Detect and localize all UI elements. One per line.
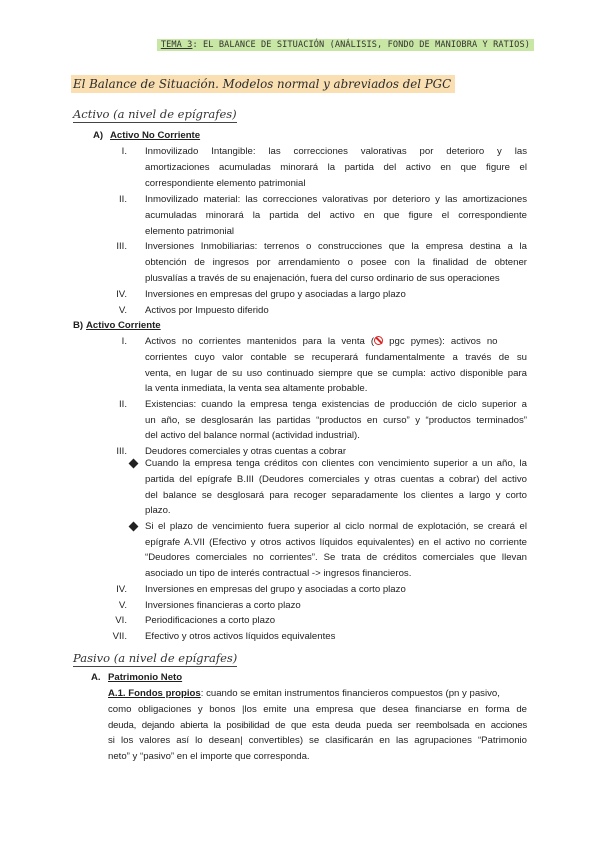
list-item: Deudores comerciales y otras cuentas a cobrar (145, 446, 347, 457)
list-item: Inversiones en empresas del grupo y asociadas a corto plazo (145, 584, 406, 595)
chapter-title: : EL BALANCE DE SITUACIÓN (ANÁLISIS, FONDO DE MANIOBRA Y RATIOS) (192, 40, 530, 50)
prohibited-icon (374, 336, 383, 345)
page-title: El Balance de Situación. Modelos normal y abreviados del PGC (71, 75, 455, 93)
activo-no-corriente-title: Activo No Corriente (110, 130, 201, 141)
item-number: I. (121, 336, 127, 347)
item-number: II. (119, 194, 127, 205)
pasivo-heading: Pasivo (a nivel de epígrafes) (73, 651, 238, 665)
item-number: VII. (112, 631, 127, 642)
item-number: V. (118, 305, 127, 316)
item-number: IV. (116, 584, 127, 595)
list-item: Inversiones en empresas del grupo y asociadas a largo plazo (145, 289, 406, 300)
item-number: I. (121, 146, 127, 157)
item-number: II. (119, 399, 127, 410)
activo-heading: Activo (a nivel de epígrafes) (73, 107, 237, 121)
item-number: V. (118, 600, 127, 611)
list-item: Activos por Impuesto diferido (145, 305, 269, 316)
item-number: III. (116, 446, 127, 457)
item-number: IV. (116, 289, 127, 300)
item-number: III. (116, 241, 127, 252)
pasivo-a-label: A. (91, 672, 101, 683)
activo-a-label: A) (93, 130, 104, 141)
diamond-bullet-icon (129, 522, 139, 532)
document-page: TEMA 3: EL BALANCE DE SITUACIÓN (ANÁLISIS, FONDO DE MANIOBRA Y RATIOS) El Balance de Situación. Modelos normal y abreviados del PGC Activo (a nivel de epígrafes) A) Activo No Corriente I. Inmovilizado Intangible: las correcciones valorativas por deterioro y las amortizaciones acumuladas minorará la partida del activo en que figure el correspondiente elemento patrimonial II. Inmovilizado material: las correcciones valorativas por deterioro y las amortizaciones acumuladas minorará la partida del activo en que figure el correspondiente elemento patrimonial III. Inversiones Inmobiliarias: terrenos o construcciones que la empresa destina a la obtención de ingresos por arrendamiento o posee con la finalidad de obtener plusvalías a través de su enajenación, fuera del curso ordinario de sus operaciones IV. Inversiones en empresas del grupo y asociadas a largo plazo V. Activos por Impuesto diferido B) Activo Corriente I. Activos no corrientes mantenidos para la venta ( pgc pymes): activos no corrientes cuyo valor contable se recuperará fundamentalmente a través de su venta, en lugar de su uso continuado siempre que se cumpla: activo disponible para la venta inmediata, la venta sea altamente probable. II. Existencias: cuando la empresa tenga existencias de producción de ciclo superior a un año, se desglosarán las partidas “productos en curso” y “productos terminados” del activo del balance normal (actividad industrial). III. Deudores comerciales y otras cuentas a cobrar Cuando la empresa tenga créditos con clientes con vencimiento superior a un año, la partida del epígrafe B.III (Deudores comerciales y otras cuentas a cobrar) del activo del balance se desglosará para recoger separadamente los clientes a largo y corto plazo. Si el plazo de vencimiento fuera superior al ciclo normal de explotación, se creará el epígrafe A.VII (Efectivo y otros activos líquidos equivalentes) en el activo no corriente “Deudores comerciales no corrientes”. Se trata de créditos comerciales que llevan asociado un tipo de interés contractual -> ingresos financieros. IV. Inversiones en empresas del grupo y asociadas a corto plazo V. Inversiones financieras a corto plazo VI. Periodificaciones a corto plazo VII. Efectivo y otros activos líquidos equivalentes Pasivo (a nivel de epígrafes) A. Patrimonio Neto A.1. Fondos propios: cuando se emitan instrumentos financieros compuestos (pn y pasivo, como obligaciones y bonos |los emite una empresa que desea financiarse en forma de deuda, dejando abierta la posibilidad de que esta deuda pueda ser reembolsada en acciones si los valores así lo desean| convertibles) se clasificarán en las agrupaciones “Patrimonio neto” y “pasivo” en el importe que corresponda. (0, 0, 600, 848)
diamond-bullet-icon (129, 459, 139, 469)
list-item: Efectivo y otros activos líquidos equivalentes (145, 631, 336, 642)
list-item: Inversiones financieras a corto plazo (145, 600, 301, 611)
item-number: VI. (115, 615, 127, 626)
activo-corriente-title: Activo Corriente (86, 320, 161, 331)
chapter-number: TEMA 3 (160, 40, 193, 50)
fondos-propios-title: A.1. Fondos propios (108, 688, 201, 699)
patrimonio-neto-title: Patrimonio Neto (108, 672, 183, 683)
chapter-header (157, 39, 534, 51)
activo-b-label: B) (73, 320, 84, 331)
list-item: Periodificaciones a corto plazo (145, 615, 276, 626)
